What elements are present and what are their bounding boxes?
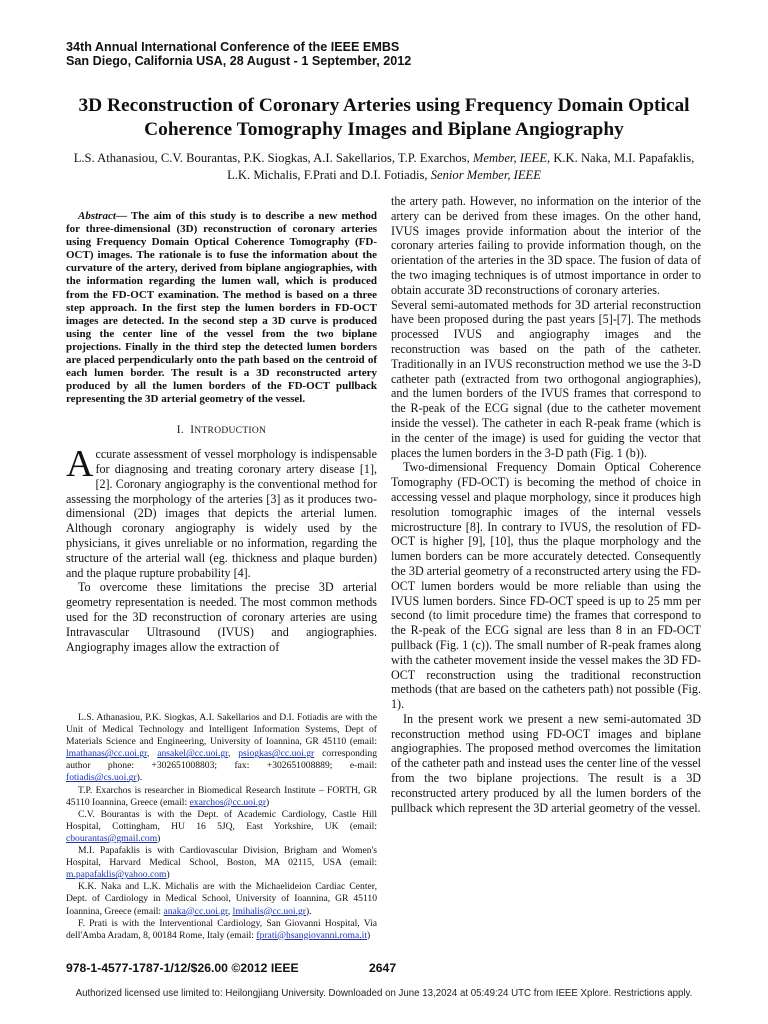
body-paragraph-3: Two-dimensional Frequency Domain Optical Coherence Tomography (FD-OCT) is becoming the method of choice in accessing vessel and plaque morphology, since it produces high resolution tomographic images of the internal vessels microstructure [8]. In contrary to IVUS, the resolution of FD-OCT is higher [9], [10], thus the plaque morphology and the lumen borders can be more accurately detected. Consequently the 3D arterial geometry of a reconstructed artery using the FD-OCT lumen borders would be more reliable than using the IVUS lumen borders. Since FD-OCT speed is up to 25 mm per second (to limit procedure time) the frames that correspond to the R-peak of the ECG signal are less than 8 in an FD-OCT pullback (Fig. 1 (c)). The small number of R-peak frames along with the catheter movement inside the vessel makes the 3D FD-OCT reconstruction using the traditional reconstruction methods (that are based on the catheters path) not possible (Fig. 1). [391,460,701,712]
email-link[interactable]: exarchos@cc.uoi.gr [189,796,267,808]
footnote-text: ). [305,905,312,917]
footnote-text: C.V. Bourantas is with the Dept. of Academic Cardiology, Castle Hill Hospital, Cottingham, HU 16 5JQ, East Yorkshire, UK (email: [66,808,377,832]
section-title-rest: NTRODUCTION [194,426,267,437]
abstract-dash: — [115,210,127,222]
section-heading-introduction [66,423,377,439]
footnote-affiliation-2 [66,785,377,809]
intro-paragraph-1 [66,443,377,580]
abstract [66,210,377,406]
footnotes [66,712,377,942]
footnote-text: M.I. Papafaklis is with Cardiovascular Division, Brigham and Women's Hospital, Harvard Medical School, Boston, MA 02115, USA (email: [66,845,377,869]
footnote-text: ) [166,869,170,881]
member-affiliation: Member, IEEE [472,151,548,165]
isbn-copyright: 978-1-4577-1787-1/12/$26.00 ©2012 IEEE [66,961,299,975]
paper-title: 3D Reconstruction of Coronary Arteries using Frequency Domain Optical Coherence Tomography Images and Biplane Angiography [78,95,690,140]
footnote-text: , [146,748,158,760]
footnote-text: , [227,748,239,760]
abstract-label: Abstract [78,210,116,222]
footnote-text: , [227,905,233,917]
email-link[interactable]: cbourantas@gmail.com [66,832,158,844]
email-link[interactable]: lmihalis@cc.uoi.gr [232,905,306,917]
right-column [391,194,701,815]
footnote-text: L.S. Athanasiou, P.K. Siogkas, A.I. Sakellarios and D.I. Fotiadis are with the Unit of Medical Technology and Intelligent Information Systems, Dept of Materials Science and Engineering, University of Ioannina, GR 45110 (email: [66,712,377,748]
footnote-text: ). [136,772,143,784]
left-column [66,210,377,654]
footnote-text: ) [366,929,371,941]
abstract-text: The aim of this study is to describe a new method for three-dimensional (3D) reconstruction of coronary arteries using Frequency Domain Optical Coherence Tomography (FD-OCT) images. The rationale is to fuse the information about the curvature of the artery, derived from biplane angiographies, with the information regarding the lumen wall, which is produced from the FD-OCT examination. The method is based on a three step approach. In the first step the lumen borders in FD-OCT images are detected. In the second step a 3D curve is produced using the center line of the vessel from the two biplane projections. Finally in the third step the detected lumen borders are placed perpendicularly onto the path based on the centroid of each lumen border. The result is a 3D reconstructed artery produced by all the lumen borders of the FD-OCT pullback representing the 3D arterial geometry of the vessel. [66,210,377,406]
footnote-affiliation-6 [66,918,377,942]
page-number: 2647 [369,961,397,975]
footnote-affiliation-3 [66,809,377,845]
senior-member-affiliation: Senior Member, IEEE [430,168,541,182]
footnote-affiliation-4 [66,845,377,881]
footnote-affiliation-5 [66,881,377,917]
footnote-text: ) [266,796,270,808]
conference-location: San Diego, California USA, 28 August - 1 September, 2012 [66,54,412,68]
footnote-text: ) [157,832,161,844]
body-paragraph-1: the artery path. However, no information on the interior of the artery can be derived from these images. On the other hand, IVUS images provide information about the interior of the coronary arteries failing to provide information though, on the orientation of the arteries in the 3D space. The fusion of data of the two imaging techniques is of utmost importance in order to obtain accurate 3D reconstructions of coronary arteries. [391,194,701,297]
drop-cap: A [66,443,94,486]
email-link[interactable]: fprati@hsangiovanni.roma.it [256,929,367,941]
footnote-text: T.P. Exarchos is researcher in Biomedical Research Institute – FORTH, GR 45110 Ioannina, Greece (email: [66,784,377,808]
intro-paragraph-2: To overcome these limitations the precise 3D arterial geometry representation is needed. The most common methods used for the 3D reconstruction of coronary arteries are using Intravascular Ultrasound (IVUS) and angiographies. Angiography images allow the extraction of [66,580,377,654]
email-link[interactable]: m.papafaklis@yahoo.com [66,869,167,881]
intro-paragraph-1-text: ccurate assessment of vessel morphology is indispensable for diagnosing and treating coronary artery disease [1], [2]. Coronary angiography is the conventional method for assessing the morphology of the arteries [3] as it produces two-dimensional (2D) images that depicts the arterial lumen. Although coronary angiography is widely used by the physicians, it gives unreliable or no information, regarding the structure of the arterial wall (eg. thickness and plaque burden) and the plaque rupture probability [4]. [66,447,377,580]
authors-part-1: L.S. Athanasiou, C.V. Bourantas, P.K. Siogkas, A.I. Sakellarios, T.P. Exarchos, [73,151,473,165]
email-link[interactable]: psiogkas@cc.uoi.gr [238,748,315,760]
section-title-initial: I [190,424,195,437]
body-paragraph-4: In the present work we present a new semi-automated 3D reconstruction method using FD-OCT images and biplane angiographies. The proposed method overcomes the limitation of the catheter path and instead uses the center line of the vessel from the two biplane projections. The result is a 3D reconstructed artery produced by all the lumen borders of the pullback which represent the 3D arterial geometry of the vessel. [391,711,701,815]
conference-header [66,40,706,68]
body-paragraph-2: Several semi-automated methods for 3D arterial reconstruction have been proposed during the past years [5]-[7]. The methods processed IVUS and angiography images and the reconstruction was based on the path of the catheter. Traditionally in an IVUS reconstruction method we use the 3-D catheter path (extracted from two orthogonal angiographies), and the lumen borders of the IVUS frames that correspond to the R-peak of the ECG signal (due to the catheter movement inside the vessel). The catheter in each R-peak frame (which is in the center of the image) is used for guiding the vector that places the lumen borders in the 3-D path (Fig. 1 (b)). [391,297,701,460]
authors-part-2: , K.K. Naka, M.I. Papafaklis, L.K. Michalis, F.Prati and D.I. Fotiadis, [227,151,695,182]
footnote-text: F. Prati is with the Interventional Cardiology, San Giovanni Hospital, Via dell'Amba Aradam, 8, 00184 Rome, Italy (email: [66,917,377,941]
conference-name: 34th Annual International Conference of the IEEE EMBS [66,40,400,54]
email-link[interactable]: fotiadis@cs.uoi.gr [66,772,137,784]
email-link[interactable]: anaka@cc.uoi.gr [163,905,228,917]
email-link[interactable]: lmathanas@cc.uoi.gr [66,748,147,760]
email-link[interactable]: ansakel@cc.uoi.gr [157,748,228,760]
authorized-use-notice: Authorized licensed use limited to: Heilongjiang University. Downloaded on June 13,2024 at 05:49:24 UTC from IEEE Xplore. Restrictions apply. [75,988,693,999]
footnote-text: K.K. Naka and L.K. Michalis are with the Michaelideion Cardiac Center, Dept. of Cardiology in Medical School, University of Ioannina, GR 45110 Ioannina, Greece (email: [66,881,377,917]
section-number: I. [176,424,184,437]
author-list [64,150,704,184]
footnote-affiliation-1 [66,712,377,785]
footnote-text: corresponding author phone: +302651008803; fax: +302651008889; e-mail: [66,748,377,772]
